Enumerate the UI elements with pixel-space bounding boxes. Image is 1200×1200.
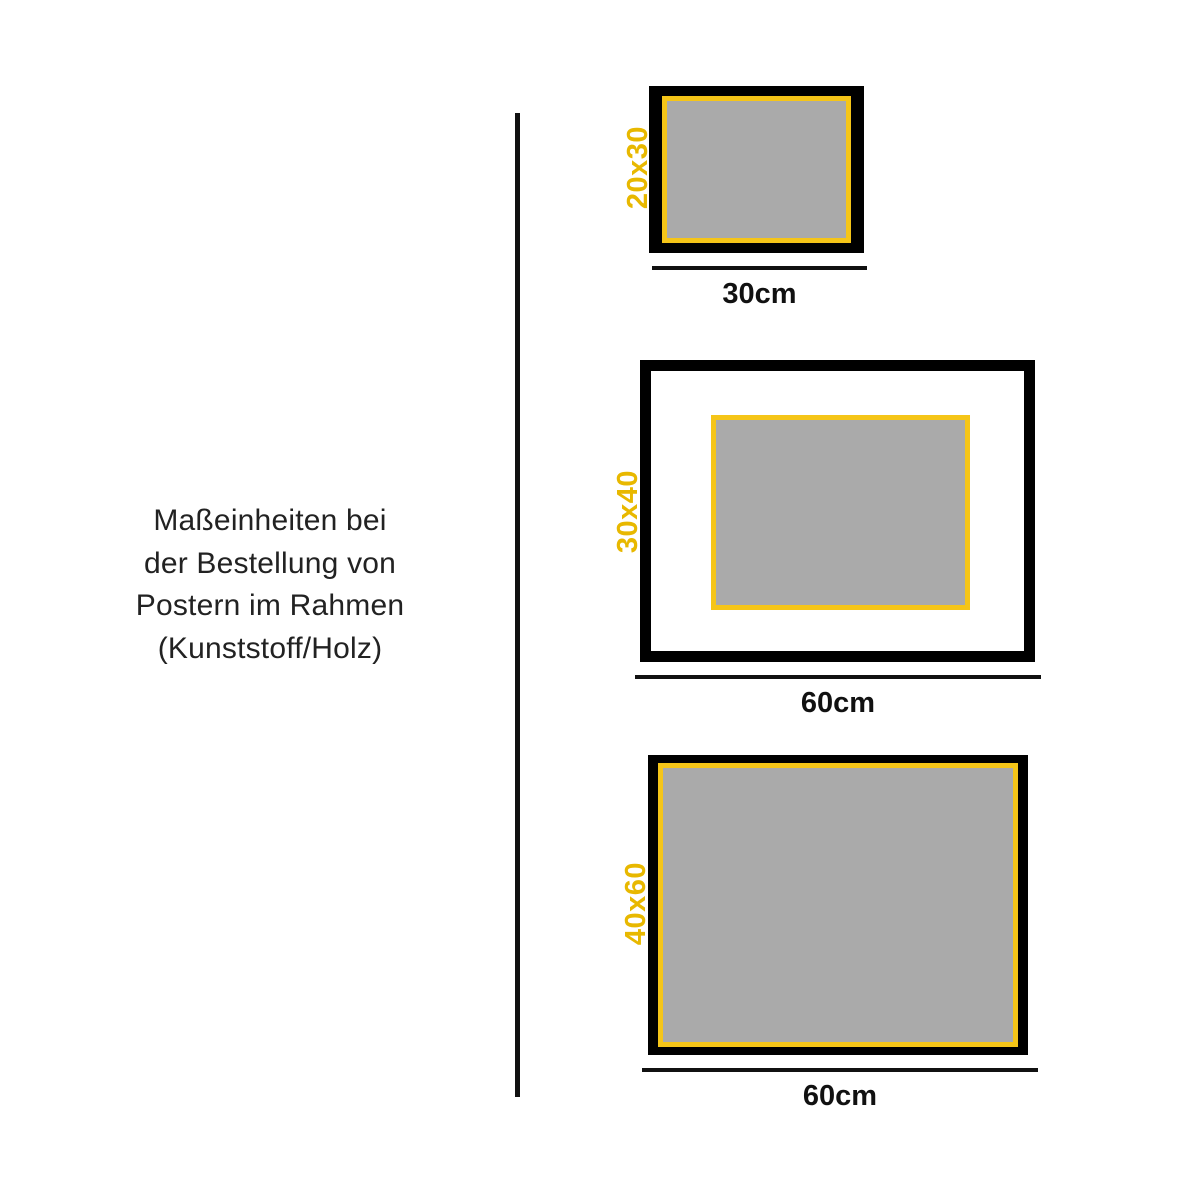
width-measure-line xyxy=(652,266,867,270)
width-label: 30cm xyxy=(722,278,797,310)
vertical-divider xyxy=(515,113,520,1097)
caption-line-2: der Bestellung von xyxy=(143,546,397,580)
poster-size-label: 40x60 xyxy=(620,861,653,946)
width-label: 60cm xyxy=(800,687,876,719)
width-measure-line xyxy=(642,1068,1038,1072)
width-measure-line xyxy=(635,675,1041,679)
caption-text xyxy=(60,500,480,670)
caption-line-4: (Kunststoff/Holz) xyxy=(157,631,383,665)
caption-line-3: Postern im Rahmen xyxy=(135,589,405,623)
width-label: 60cm xyxy=(802,1080,878,1112)
poster-size-label: 30x40 xyxy=(612,469,645,554)
poster-area xyxy=(658,763,1018,1047)
caption-line-1: Maßeinheiten bei xyxy=(153,504,387,537)
poster-area xyxy=(711,415,970,610)
poster-area xyxy=(662,96,851,243)
poster-size-label: 20x30 xyxy=(622,125,655,210)
